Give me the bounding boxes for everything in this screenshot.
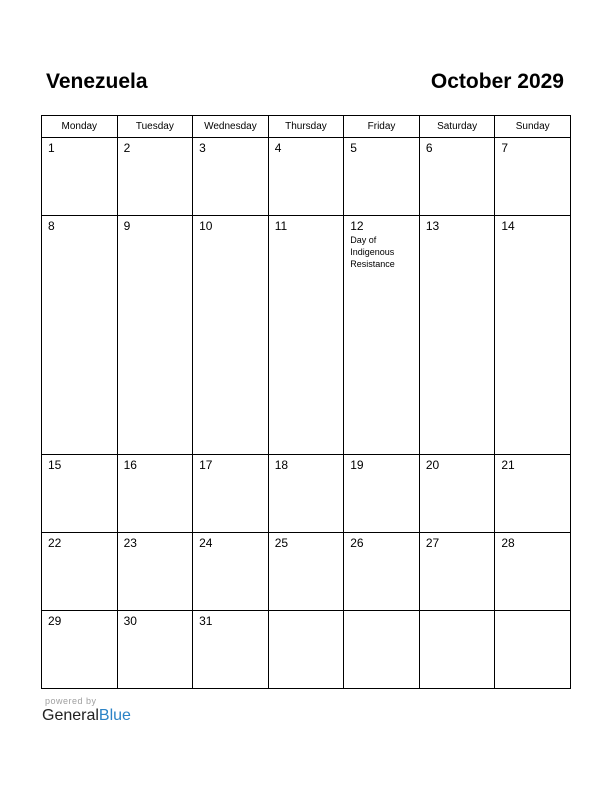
day-cell (42, 216, 118, 455)
day-cell (495, 454, 571, 532)
day-cell (495, 610, 571, 688)
day-cell (117, 454, 193, 532)
day-cell (268, 610, 344, 688)
day-cell (42, 610, 118, 688)
day-number: 21 (501, 457, 515, 472)
day-cell (495, 532, 571, 610)
day-number: 7 (501, 141, 509, 155)
week-row (42, 610, 571, 688)
logo-blue: Blue (98, 707, 131, 724)
day-cell (117, 216, 193, 455)
day-cell (193, 138, 269, 216)
day-cell (193, 532, 269, 610)
weekday-thursday: Thursday (268, 116, 344, 138)
weekday-tuesday: Tuesday (117, 116, 193, 138)
day-number: 11 (274, 219, 288, 234)
day-number: 4 (274, 141, 282, 155)
day-number: 16 (123, 457, 137, 472)
day-number: 29 (48, 613, 62, 628)
day-number: 5 (350, 141, 357, 155)
day-cell (344, 454, 420, 532)
day-cell (193, 216, 269, 455)
day-cell (268, 454, 344, 532)
day-cell (117, 138, 193, 216)
day-cell (495, 138, 571, 216)
day-number: 1 (48, 141, 55, 155)
powered-by-label: powered by (45, 696, 97, 706)
day-cell (344, 532, 420, 610)
day-number: 20 (425, 457, 440, 472)
day-cell (344, 216, 420, 455)
footer-brand (42, 696, 131, 725)
calendar-grid (41, 115, 571, 689)
day-cell (419, 216, 495, 455)
week-row (42, 216, 571, 455)
day-number: 8 (48, 219, 55, 234)
day-cell (42, 454, 118, 532)
day-number: 3 (199, 141, 206, 155)
day-cell (42, 532, 118, 610)
day-cell (268, 216, 344, 455)
day-cell (419, 610, 495, 688)
weekday-wednesday: Wednesday (193, 116, 269, 138)
day-number: 14 (501, 219, 515, 234)
day-number: 27 (425, 535, 440, 550)
day-number: 15 (48, 457, 62, 472)
day-number: 19 (350, 457, 364, 472)
weekday-sunday: Sunday (495, 116, 571, 138)
weekday-monday: Monday (42, 116, 118, 138)
day-number: 26 (350, 535, 364, 550)
day-number: 22 (48, 535, 62, 550)
day-cell (419, 138, 495, 216)
day-number: 6 (425, 141, 433, 155)
logo-general: General (42, 707, 99, 724)
day-number: 13 (425, 219, 440, 234)
day-number: 24 (199, 535, 213, 550)
day-cell (268, 532, 344, 610)
day-number: 31 (199, 613, 213, 628)
day-cell (419, 454, 495, 532)
country-title: Venezuela (46, 70, 148, 93)
day-cell (495, 216, 571, 455)
day-number: 2 (123, 141, 131, 155)
day-cell (193, 610, 269, 688)
weekday-saturday: Saturday (419, 116, 495, 138)
day-cell (268, 138, 344, 216)
day-number: 12 (350, 219, 364, 234)
week-row (42, 138, 571, 216)
day-number: 28 (501, 535, 515, 550)
week-row (42, 532, 571, 610)
day-number: 23 (123, 535, 137, 550)
week-row (42, 454, 571, 532)
day-number: 18 (274, 457, 289, 472)
day-cell (419, 532, 495, 610)
day-number: 25 (274, 535, 289, 550)
month-year-title: October 2029 (430, 70, 564, 93)
weekday-friday: Friday (344, 116, 420, 138)
day-number: 9 (123, 219, 131, 234)
day-cell (117, 610, 193, 688)
day-cell (344, 610, 420, 688)
day-number: 30 (123, 613, 137, 628)
day-cell (193, 454, 269, 532)
day-cell (117, 532, 193, 610)
day-number: 17 (199, 457, 213, 472)
generalblue-logo (42, 707, 131, 725)
weekday-header-row (42, 116, 571, 138)
day-cell (42, 138, 118, 216)
day-number: 10 (199, 219, 213, 234)
holiday-label: Day of Indigenous Resistance (350, 235, 395, 270)
day-cell (344, 138, 420, 216)
